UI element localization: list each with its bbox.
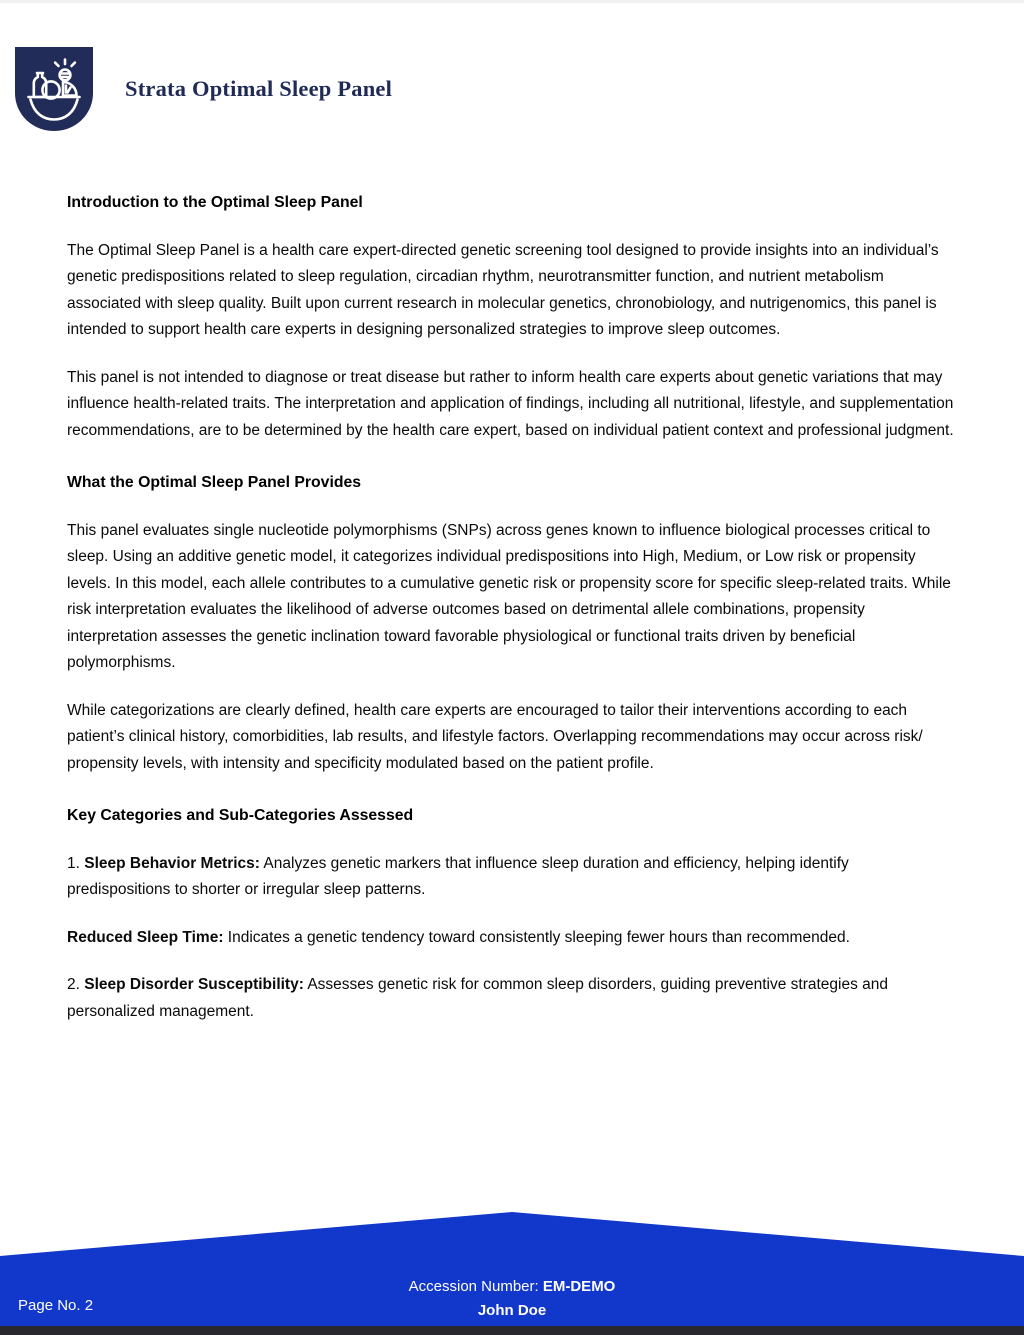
category-number: 1. [67,854,85,872]
category-item-2 [67,972,955,1025]
subcategory-description: Indicates a genetic tendency toward consistently sleeping fewer hours than recommended. [223,928,850,946]
paragraph-intro-2: This panel is not intended to diagnose or treat disease but rather to inform health care experts about genetic variations that may influence health-related traits. The interpretation and application of findings, including all nutritional, lifestyle, and supplementation recommendations, are to be determined by the health care expert, based on individual patient context and professional judgment. [67,368,954,439]
section-heading-categories: Key Categories and Sub-Categories Assessed [67,807,414,824]
category-label: Sleep Disorder Susceptibility: [84,976,304,993]
patient-name: John Doe [477,1302,547,1319]
section-heading-introduction: Introduction to the Optimal Sleep Panel [67,194,363,211]
accession-number-line [0,1275,1024,1299]
section-heading-provides: What the Optimal Sleep Panel Provides [67,474,362,491]
paragraph-intro-1: The Optimal Sleep Panel is a health care expert-directed genetic screening tool designed to provide insights into an individual’s genetic predispositions related to sleep regulation, circadian rhythm, neurotransmitter function, and nutrient metabolism associated with sleep quality. Built upon current research in molecular genetics, chronobiology, and nutrigenomics, this panel is intended to support health care experts in designing personalized strategies to improve sleep outcomes. [67,241,939,338]
report-header [15,47,392,131]
page-number-label: Page No. 2 [18,1297,94,1314]
category-description: Analyzes genetic markers that influence sleep duration and efficiency, helping identify predispositions to shorter or irregular sleep patterns. [67,854,849,898]
page-title: Strata Optimal Sleep Panel [125,76,393,101]
paragraph-provides-1: This panel evaluates single nucleotide polymorphisms (SNPs) across genes known to influence biological processes critical to sleep. Using an additive genetic model, it categorizes individual predispositions into High, Medium, or Low risk or propensity levels. In this model, each allele contributes to a cumulative genetic risk or propensity score for specific sleep-related traits. While risk interpretation evaluates the likelihood of adverse outcomes based on detrimental allele combinations, propensity interpretation assesses the genetic inclination toward favorable physiological or functional traits driven by beneficial polymorphisms. [67,521,951,671]
accession-number-value: EM-DEMO [542,1278,616,1295]
category-description: Assesses genetic risk for common sleep disorders, guiding preventive strategies and personalized management. [67,976,889,1020]
report-footer [0,1204,1024,1335]
accession-number-label: Accession Number: [408,1278,543,1295]
footer-center-block [0,1275,1024,1323]
subcategory-label: Reduced Sleep Time: [67,928,224,946]
report-body [67,190,955,1046]
category-label: Sleep Behavior Metrics: [84,854,260,872]
page-top-edge [0,0,1024,3]
page-bottom-bar [0,1326,1024,1335]
category-item-1 [67,851,955,904]
paragraph-provides-2: While categorizations are clearly defined, health care experts are encouraged to tailor their interventions according to each patient’s clinical history, comorbidities, lab results, and lifestyle factors. Overlapping recommendations may occur across risk/ propensity levels, with intensity and specificity modulated based on the patient profile. [67,701,923,772]
nutrition-bowl-shield-icon [15,47,93,131]
category-number: 2. [67,976,85,993]
subcategory-item-1 [67,925,955,952]
